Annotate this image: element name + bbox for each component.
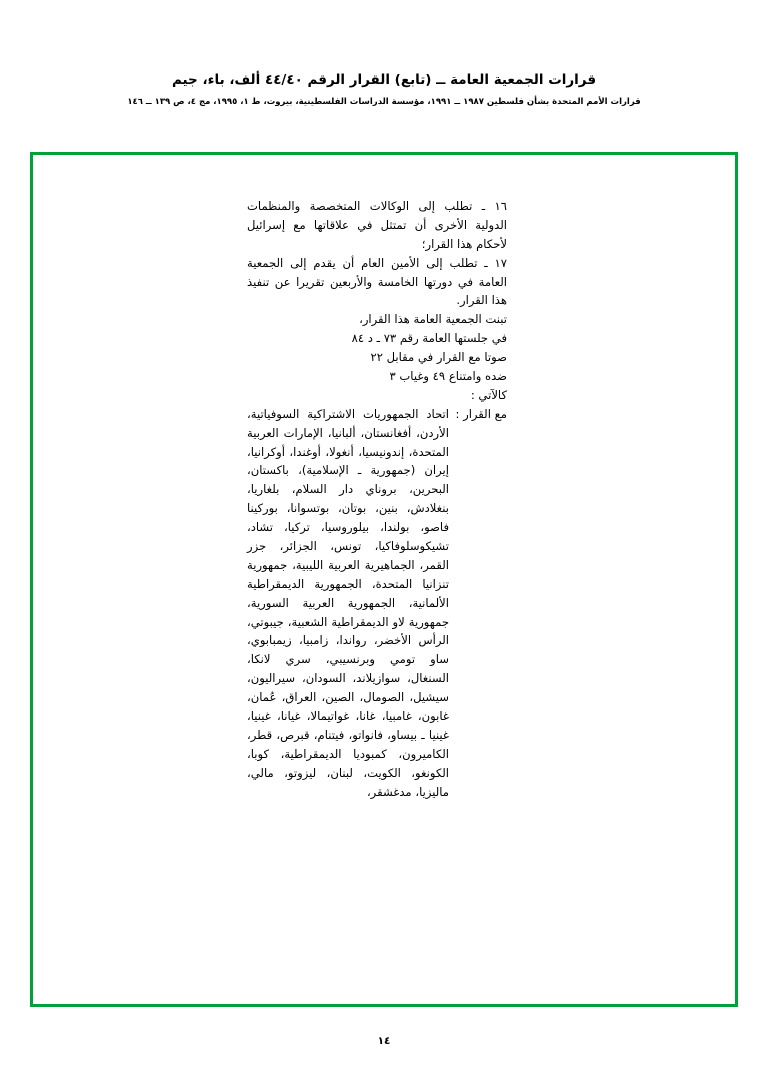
page-header	[0, 72, 768, 107]
votes-in-favour-countries: اتحاد الجمهوريات الاشتراكية السوفياتية، الأردن، أفغانستان، ألبانيا، الإمارات العربية المتحدة، إندونيسيا، أنغولا، أوغندا، أوكرانيا، إيران (جمهورية ـ الإسلامية)، باكستان، البحرين، بروناي دار السلام، بلغاريا، بنغلادش، بنين، بوتان، بوتسوانا، بوركينا فاصو، بولندا، بيلوروسيا، تركيا، تشاد، تشيكوسلوفاكيا، تونس، الجزائر، جزر القمر، الجماهيرية العربية الليبية، جمهورية تنزانيا المتحدة، الجمهورية الديمقراطية الألمانية، الجمهورية العربية السورية، جمهورية لاو الديمقراطية الشعبية، جيبوتي، الرأس الأخضر، رواندا، زامبيا، زيمبابوي، ساو تومي وبرنسيبي، سري لانكا، السنغال، سوازيلاند، السودان، سيراليون، سيشيل، الصومال، الصين، العراق، عُمان، غابون، غامبيا، غانا، غواتيمالا، غيانا، غينيا، غينيا ـ بيساو، فانواتو، فيتنام، قبرص، قطر، الكاميرون، كمبوديا الديمقراطية، كوبا، الكونغو، الكويت، لبنان، ليزوتو، مالي، ماليزيا، مدغشقر،	[247, 406, 449, 799]
paragraph-item-17: ١٧ ـ تطلب إلى الأمين العام أن يقدم إلى الجمعية العامة في دورتها الخامسة والأربعين تقريرا عن تنفيذ هذا القرار.	[247, 255, 507, 308]
vote-line-4: ضده وامتناع ٤٩ وغياب ٣	[389, 369, 507, 384]
vote-line-5: كالآتي :	[470, 387, 507, 402]
vote-line-2: في جلستها العامة رقم ٧٣ ـ د ٨٤	[351, 331, 507, 346]
votes-in-favour-label: مع القرار :	[455, 406, 507, 421]
votes-in-favour-block	[247, 405, 507, 802]
page-number: ١٤	[377, 1035, 391, 1047]
vote-line-3: صوتا مع القرار في مقابل ٢٢	[370, 350, 507, 365]
header-source-line: قرارات الأمم المتحدة بشأن فلسطين ١٩٨٧ ــ ١٩٩١، مؤسسة الدراسات الفلسطينية، بيروت، ط ١، ١٩٩٥، مج ٤، ص ١٣٩ ــ ١٤٦	[127, 97, 641, 107]
paragraph-item-16: ١٦ ـ تطلب إلى الوكالات المتخصصة والمنظمات الدولية الأخرى أن تمتثل في علاقاتها مع إسرائيل لأحكام هذا القرار؛	[247, 199, 507, 251]
document-body	[247, 197, 507, 802]
vote-line-1: تبنت الجمعية العامة هذا القرار،	[359, 312, 507, 327]
green-border-frame	[30, 152, 738, 1007]
header-title: قرارات الجمعية العامة ــ (تابع) القرار الرقم ٤٤/٤٠ ألف، باء، جيم	[171, 72, 597, 88]
